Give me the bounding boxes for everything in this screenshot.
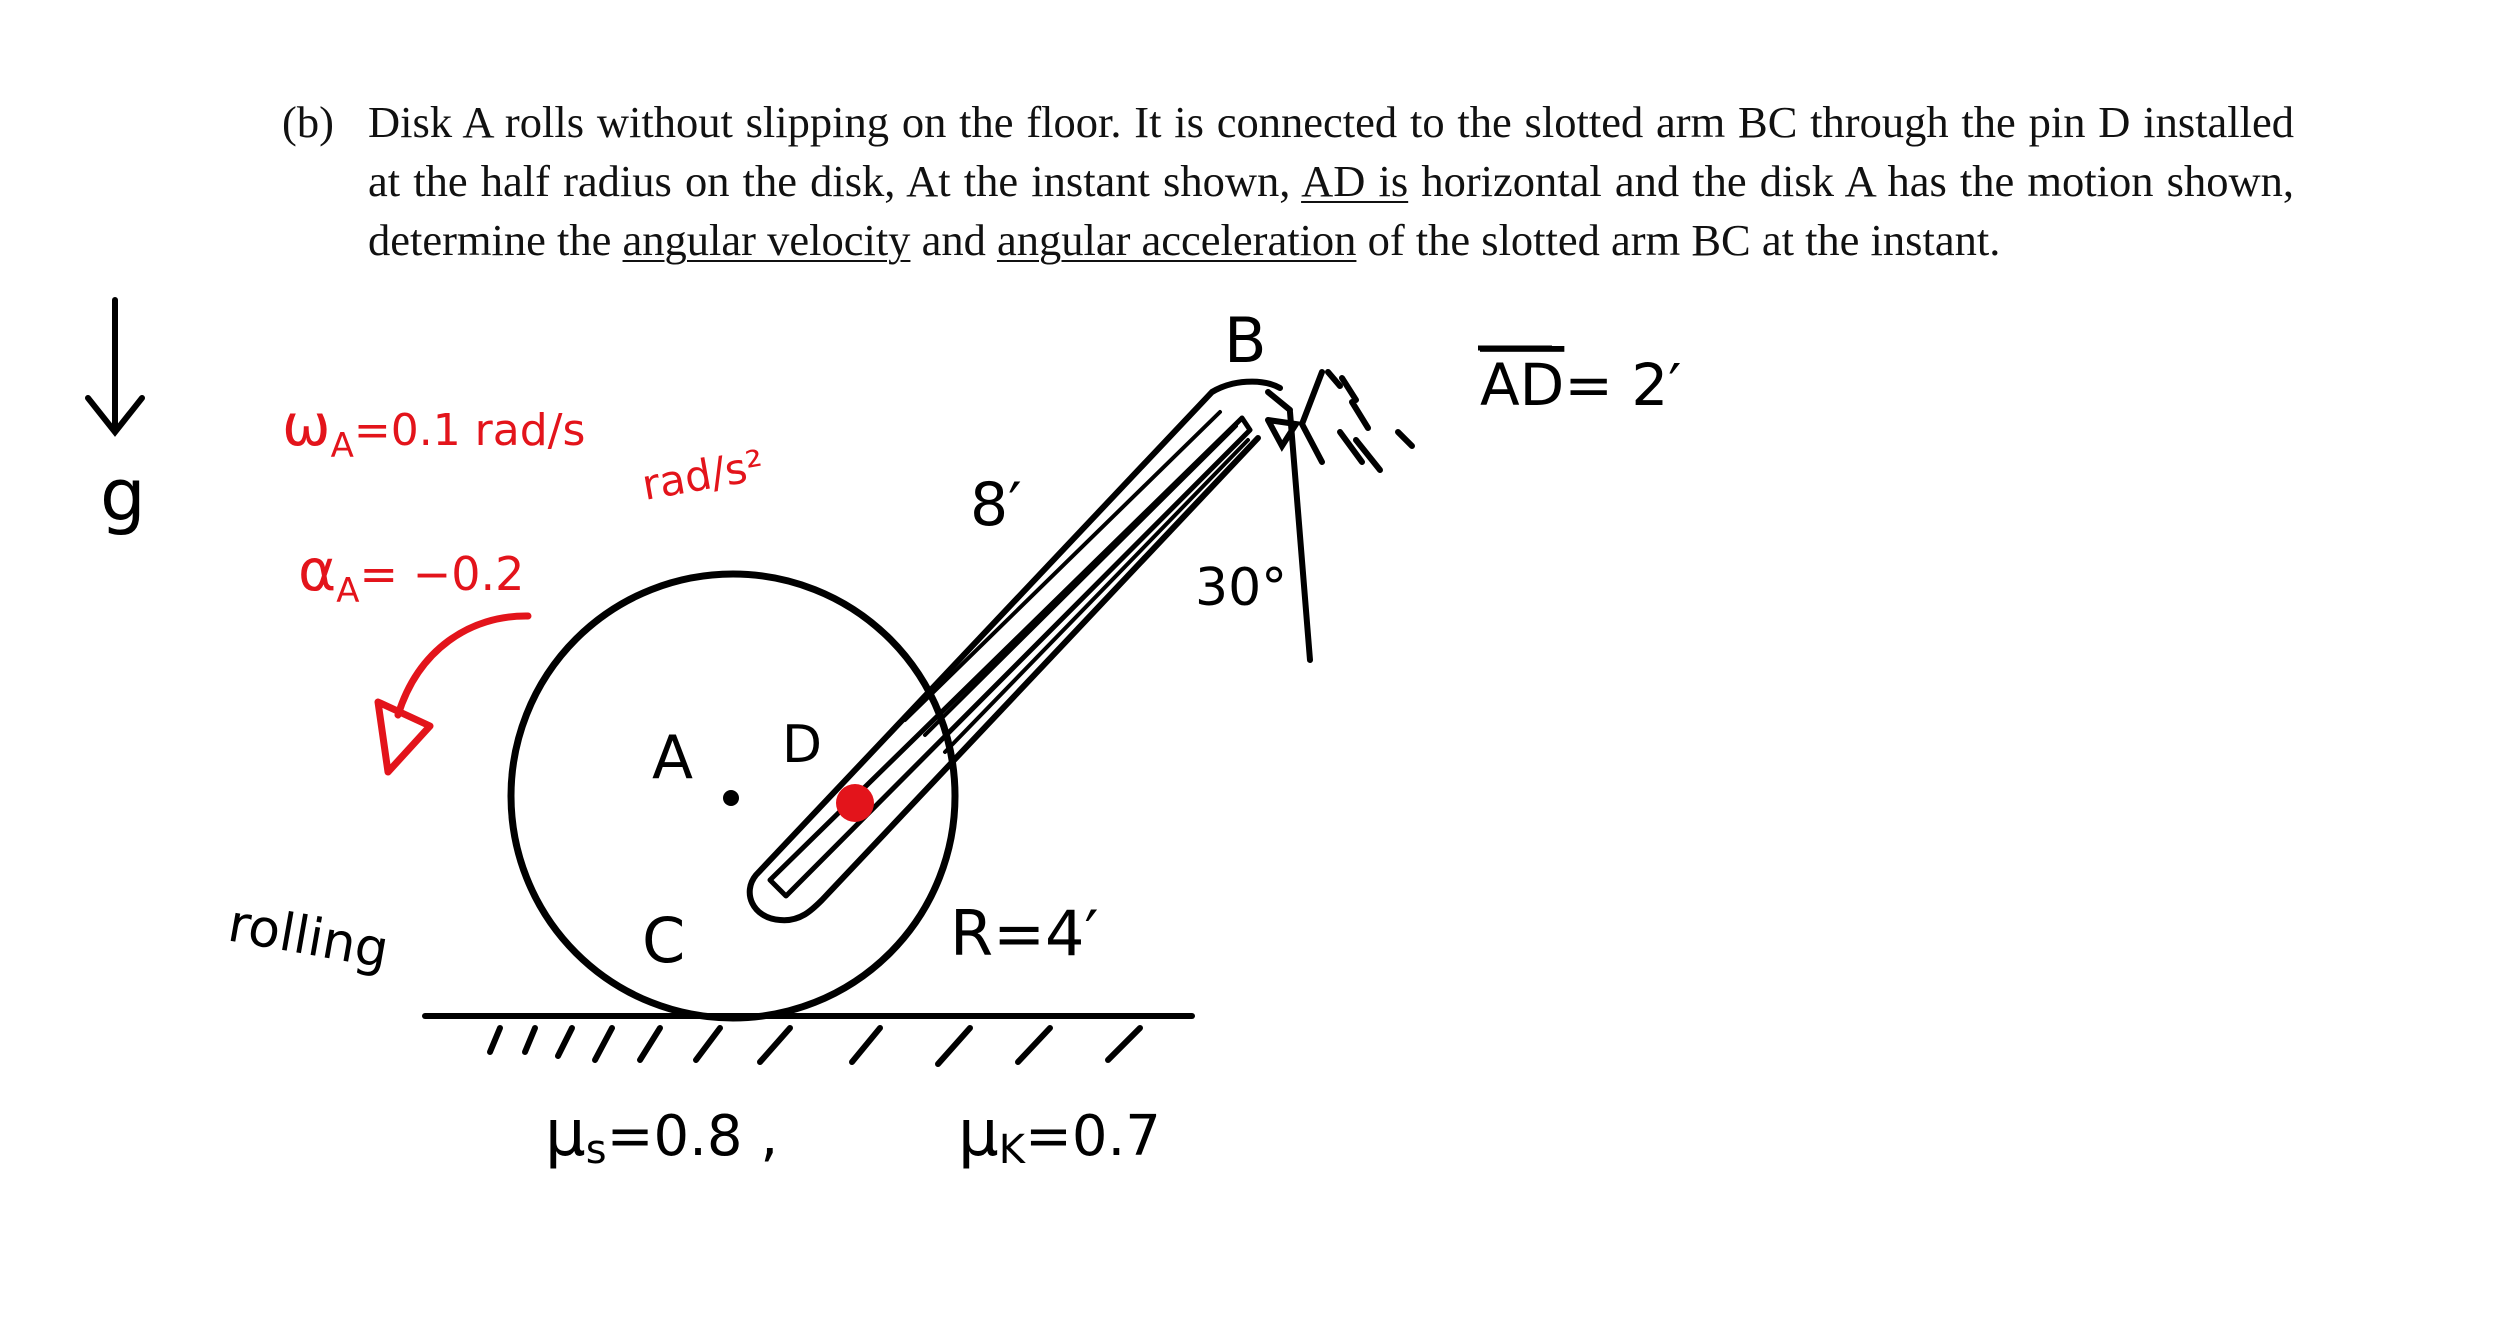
angle-label: 30° <box>1195 558 1288 618</box>
ad-length-value: = 2′ <box>1564 351 1682 419</box>
mu-k-symbol: μ <box>958 1097 999 1171</box>
floor <box>425 1016 1192 1064</box>
underlined-ad-is: AD is <box>1301 156 1409 206</box>
ad-length-label <box>1480 351 1681 419</box>
problem-label: (b) <box>282 97 334 147</box>
point-a-label: A <box>652 723 694 793</box>
omega-a-subscript: A <box>330 426 354 466</box>
mu-k-value: =0.7 <box>1024 1104 1161 1169</box>
point-d-label: D <box>782 715 823 775</box>
alpha-a-label <box>298 536 524 611</box>
mu-k-subscript: K <box>998 1127 1025 1173</box>
point-b-label: B <box>1224 304 1267 377</box>
mu-s-symbol: μ <box>545 1097 586 1171</box>
mu-s-label <box>545 1097 778 1173</box>
radius-label: R=4′ <box>950 897 1099 970</box>
mu-k-label <box>958 1097 1161 1173</box>
pin-d <box>836 784 874 822</box>
ad-segment-symbol: AD <box>1480 351 1565 419</box>
problem-text-2: horizontal and the disk A has the motion shown, determine the <box>368 156 2294 265</box>
slotted-arm-bc <box>750 382 1280 921</box>
omega-a-label <box>282 391 585 466</box>
vertical-reference-line <box>1290 412 1310 660</box>
omega-a-value: =0.1 rad/s <box>353 405 586 456</box>
problem-text-1: Disk A rolls without slipping on the floor. It is connected to the slotted arm BC through the pin D installed at the half radius on the disk, At the instant shown, <box>368 97 2294 206</box>
disk-center-point <box>723 790 739 806</box>
gravity-arrow <box>88 300 142 432</box>
underlined-angular-velocity: angular velocity <box>622 215 911 265</box>
mu-s-subscript: s <box>585 1127 607 1173</box>
point-c-label: C <box>642 904 686 977</box>
alpha-a-unit: rad/s² <box>638 440 768 510</box>
problem-text-3: and <box>910 215 997 265</box>
omega-a-symbol: ω <box>282 391 331 459</box>
arm-length-label: 8′ <box>970 470 1022 540</box>
mu-s-value: =0.8 , <box>606 1104 779 1169</box>
underlined-angular-acceleration: angular acceleration <box>996 215 1357 265</box>
problem-text-4: of the slotted arm BC at the instant. <box>1356 215 2001 265</box>
rotation-direction-arrow <box>378 616 528 772</box>
gravity-label: g <box>100 453 146 537</box>
alpha-a-symbol: α <box>298 536 337 604</box>
alpha-a-value: = −0.2 <box>359 547 525 601</box>
alpha-a-subscript: A <box>336 571 360 611</box>
rolling-label: rolling <box>223 893 394 981</box>
